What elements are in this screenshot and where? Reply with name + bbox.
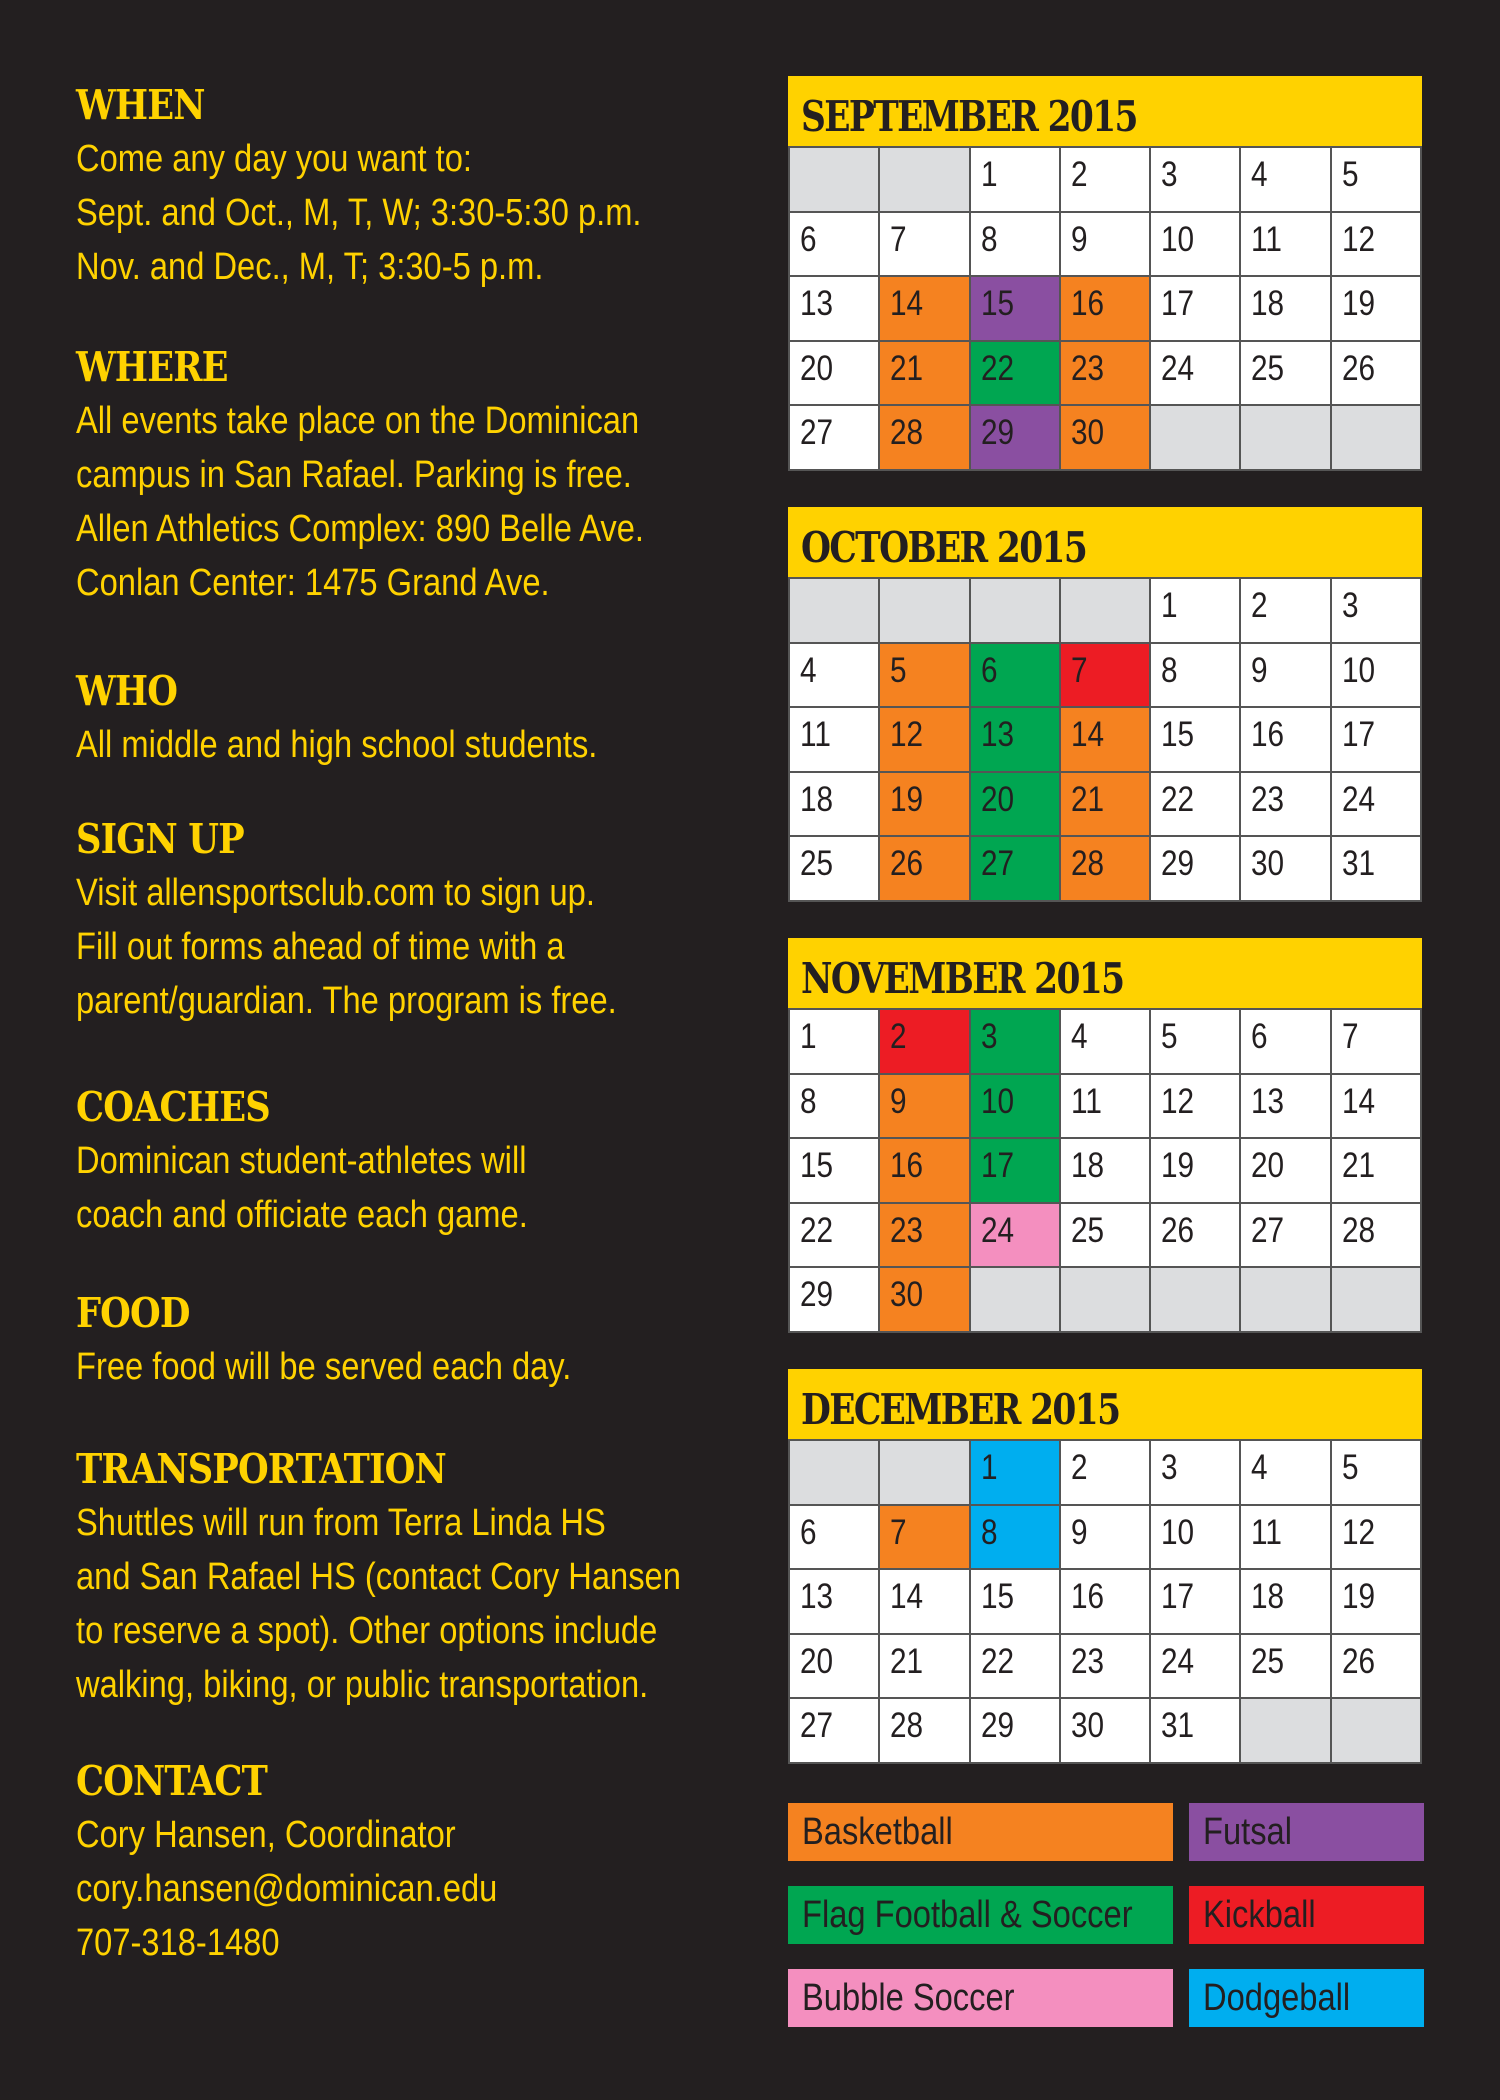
empty-day-cell bbox=[1151, 406, 1241, 471]
day-cell: 28 bbox=[1332, 1204, 1422, 1269]
day-cell: 11 bbox=[790, 708, 880, 773]
day-cell: 16 bbox=[880, 1139, 970, 1204]
calendar-title: SEPTEMBER 2015 bbox=[788, 76, 1422, 146]
day-cell: 19 bbox=[880, 773, 970, 838]
day-cell: 5 bbox=[1332, 1441, 1422, 1506]
day-cell: 26 bbox=[1332, 1635, 1422, 1700]
day-cell: 29 bbox=[971, 406, 1061, 471]
empty-day-cell bbox=[1061, 1268, 1151, 1333]
day-cell: 18 bbox=[1241, 277, 1331, 342]
calendar-title: NOVEMBER 2015 bbox=[788, 938, 1422, 1008]
calendar-grid bbox=[788, 577, 1422, 902]
day-cell: 9 bbox=[1061, 213, 1151, 278]
day-cell: 29 bbox=[790, 1268, 880, 1333]
day-cell: 26 bbox=[1332, 342, 1422, 407]
section-text: All events take place on the Dominican bbox=[76, 400, 640, 442]
day-cell: 26 bbox=[880, 837, 970, 902]
day-cell: 22 bbox=[790, 1204, 880, 1269]
section-where bbox=[76, 340, 756, 610]
section-heading: FOOD bbox=[76, 1289, 190, 1337]
calendars-column bbox=[788, 76, 1422, 1800]
empty-day-cell bbox=[1332, 1699, 1422, 1764]
legend-row bbox=[788, 1803, 1424, 1861]
day-cell: 14 bbox=[1061, 708, 1151, 773]
day-cell: 14 bbox=[1332, 1075, 1422, 1140]
empty-day-cell bbox=[790, 148, 880, 213]
day-cell: 20 bbox=[1241, 1139, 1331, 1204]
empty-day-cell bbox=[790, 1441, 880, 1506]
section-coaches bbox=[76, 1080, 756, 1242]
calendar-october bbox=[788, 507, 1422, 902]
day-cell: 22 bbox=[971, 1635, 1061, 1700]
section-heading: TRANSPORTATION bbox=[76, 1445, 446, 1493]
day-cell: 19 bbox=[1151, 1139, 1241, 1204]
day-cell: 31 bbox=[1151, 1699, 1241, 1764]
section-text: Allen Athletics Complex: 890 Belle Ave. bbox=[76, 508, 645, 550]
calendar-title: OCTOBER 2015 bbox=[788, 507, 1422, 577]
day-cell: 30 bbox=[1061, 406, 1151, 471]
day-cell: 10 bbox=[1151, 1506, 1241, 1571]
day-cell: 5 bbox=[880, 644, 970, 709]
empty-day-cell bbox=[790, 579, 880, 644]
day-cell: 12 bbox=[1332, 1506, 1422, 1571]
empty-day-cell bbox=[1241, 406, 1331, 471]
day-cell: 14 bbox=[880, 1570, 970, 1635]
section-text: walking, biking, or public transportation. bbox=[76, 1664, 649, 1706]
day-cell: 28 bbox=[1061, 837, 1151, 902]
empty-day-cell bbox=[1151, 1268, 1241, 1333]
calendar-november bbox=[788, 938, 1422, 1333]
day-cell: 9 bbox=[1241, 644, 1331, 709]
day-cell: 9 bbox=[1061, 1506, 1151, 1571]
section-text: Fill out forms ahead of time with a bbox=[76, 926, 565, 968]
section-text: parent/guardian. The program is free. bbox=[76, 980, 617, 1022]
calendar-grid bbox=[788, 1008, 1422, 1333]
day-cell: 7 bbox=[1332, 1010, 1422, 1075]
day-cell: 23 bbox=[1061, 1635, 1151, 1700]
section-who bbox=[76, 664, 756, 772]
day-cell: 2 bbox=[1061, 148, 1151, 213]
day-cell: 22 bbox=[1151, 773, 1241, 838]
day-cell: 24 bbox=[1151, 342, 1241, 407]
day-cell: 24 bbox=[971, 1204, 1061, 1269]
section-text: campus in San Rafael. Parking is free. bbox=[76, 454, 632, 496]
day-cell: 27 bbox=[790, 1699, 880, 1764]
day-cell: 5 bbox=[1332, 148, 1422, 213]
day-cell: 13 bbox=[790, 277, 880, 342]
day-cell: 27 bbox=[790, 406, 880, 471]
day-cell: 2 bbox=[880, 1010, 970, 1075]
calendar-december bbox=[788, 1369, 1422, 1764]
section-sign-up bbox=[76, 812, 756, 1028]
calendar-september bbox=[788, 76, 1422, 471]
day-cell: 15 bbox=[971, 1570, 1061, 1635]
day-cell: 5 bbox=[1151, 1010, 1241, 1075]
legend-item-futsal: Futsal bbox=[1189, 1803, 1424, 1861]
empty-day-cell bbox=[1241, 1699, 1331, 1764]
legend-item-kickball: Kickball bbox=[1189, 1886, 1424, 1944]
day-cell: 30 bbox=[880, 1268, 970, 1333]
day-cell: 10 bbox=[1332, 644, 1422, 709]
legend-item-bubble: Bubble Soccer bbox=[788, 1969, 1173, 2027]
day-cell: 7 bbox=[880, 213, 970, 278]
day-cell: 25 bbox=[1241, 1635, 1331, 1700]
day-cell: 11 bbox=[1241, 213, 1331, 278]
empty-day-cell bbox=[971, 1268, 1061, 1333]
day-cell: 27 bbox=[971, 837, 1061, 902]
day-cell: 13 bbox=[1241, 1075, 1331, 1140]
calendar-grid bbox=[788, 146, 1422, 471]
day-cell: 12 bbox=[1151, 1075, 1241, 1140]
day-cell: 9 bbox=[880, 1075, 970, 1140]
day-cell: 4 bbox=[1061, 1010, 1151, 1075]
day-cell: 23 bbox=[1061, 342, 1151, 407]
section-text: Dominican student-athletes will bbox=[76, 1140, 527, 1182]
day-cell: 10 bbox=[1151, 213, 1241, 278]
day-cell: 11 bbox=[1241, 1506, 1331, 1571]
legend-row bbox=[788, 1886, 1424, 1944]
section-text: Visit allensportsclub.com to sign up. bbox=[76, 872, 595, 914]
section-text: Sept. and Oct., M, T, W; 3:30-5:30 p.m. bbox=[76, 192, 642, 234]
day-cell: 6 bbox=[790, 213, 880, 278]
section-text: All middle and high school students. bbox=[76, 724, 598, 766]
event-legend bbox=[788, 1803, 1424, 2052]
section-text: Nov. and Dec., M, T; 3:30-5 p.m. bbox=[76, 246, 544, 288]
day-cell: 3 bbox=[1151, 148, 1241, 213]
day-cell: 25 bbox=[1241, 342, 1331, 407]
day-cell: 7 bbox=[880, 1506, 970, 1571]
day-cell: 7 bbox=[1061, 644, 1151, 709]
day-cell: 14 bbox=[880, 277, 970, 342]
day-cell: 27 bbox=[1241, 1204, 1331, 1269]
legend-item-dodge: Dodgeball bbox=[1189, 1969, 1424, 2027]
day-cell: 13 bbox=[971, 708, 1061, 773]
day-cell: 8 bbox=[1151, 644, 1241, 709]
day-cell: 23 bbox=[880, 1204, 970, 1269]
day-cell: 1 bbox=[1151, 579, 1241, 644]
section-text: Cory Hansen, Coordinator bbox=[76, 1814, 456, 1856]
day-cell: 20 bbox=[790, 1635, 880, 1700]
section-text: Shuttles will run from Terra Linda HS bbox=[76, 1502, 606, 1544]
day-cell: 21 bbox=[1332, 1139, 1422, 1204]
day-cell: 18 bbox=[790, 773, 880, 838]
day-cell: 17 bbox=[971, 1139, 1061, 1204]
day-cell: 24 bbox=[1332, 773, 1422, 838]
section-text: Conlan Center: 1475 Grand Ave. bbox=[76, 562, 550, 604]
empty-day-cell bbox=[880, 579, 970, 644]
day-cell: 23 bbox=[1241, 773, 1331, 838]
day-cell: 6 bbox=[790, 1506, 880, 1571]
section-contact bbox=[76, 1754, 756, 1970]
day-cell: 1 bbox=[971, 148, 1061, 213]
day-cell: 8 bbox=[790, 1075, 880, 1140]
day-cell: 10 bbox=[971, 1075, 1061, 1140]
day-cell: 4 bbox=[1241, 1441, 1331, 1506]
day-cell: 17 bbox=[1151, 1570, 1241, 1635]
day-cell: 15 bbox=[790, 1139, 880, 1204]
section-heading: SIGN UP bbox=[76, 815, 244, 863]
section-heading: WHEN bbox=[76, 81, 205, 129]
section-heading: WHERE bbox=[76, 343, 228, 391]
day-cell: 25 bbox=[790, 837, 880, 902]
day-cell: 6 bbox=[971, 644, 1061, 709]
calendar-grid bbox=[788, 1439, 1422, 1764]
section-transportation bbox=[76, 1442, 756, 1712]
day-cell: 12 bbox=[880, 708, 970, 773]
day-cell: 20 bbox=[790, 342, 880, 407]
day-cell: 16 bbox=[1061, 277, 1151, 342]
section-heading: CONTACT bbox=[76, 1757, 267, 1805]
section-heading: WHO bbox=[76, 667, 178, 715]
section-heading: COACHES bbox=[76, 1083, 270, 1131]
day-cell: 2 bbox=[1241, 579, 1331, 644]
day-cell: 30 bbox=[1061, 1699, 1151, 1764]
day-cell: 28 bbox=[880, 1699, 970, 1764]
day-cell: 21 bbox=[1061, 773, 1151, 838]
section-text: to reserve a spot). Other options include bbox=[76, 1610, 658, 1652]
day-cell: 2 bbox=[1061, 1441, 1151, 1506]
day-cell: 29 bbox=[971, 1699, 1061, 1764]
empty-day-cell bbox=[1061, 579, 1151, 644]
day-cell: 4 bbox=[790, 644, 880, 709]
legend-item-flag: Flag Football & Soccer bbox=[788, 1886, 1173, 1944]
day-cell: 1 bbox=[790, 1010, 880, 1075]
day-cell: 8 bbox=[971, 1506, 1061, 1571]
day-cell: 13 bbox=[790, 1570, 880, 1635]
day-cell: 1 bbox=[971, 1441, 1061, 1506]
section-text: cory.hansen@dominican.edu bbox=[76, 1868, 498, 1910]
day-cell: 18 bbox=[1241, 1570, 1331, 1635]
day-cell: 15 bbox=[1151, 708, 1241, 773]
day-cell: 16 bbox=[1061, 1570, 1151, 1635]
day-cell: 4 bbox=[1241, 148, 1331, 213]
day-cell: 25 bbox=[1061, 1204, 1151, 1269]
day-cell: 8 bbox=[971, 213, 1061, 278]
section-food bbox=[76, 1286, 756, 1394]
section-text: Come any day you want to: bbox=[76, 138, 473, 180]
empty-day-cell bbox=[1332, 1268, 1422, 1333]
day-cell: 15 bbox=[971, 277, 1061, 342]
section-text: Free food will be served each day. bbox=[76, 1346, 572, 1388]
day-cell: 19 bbox=[1332, 277, 1422, 342]
empty-day-cell bbox=[880, 1441, 970, 1506]
day-cell: 19 bbox=[1332, 1570, 1422, 1635]
day-cell: 3 bbox=[1151, 1441, 1241, 1506]
day-cell: 16 bbox=[1241, 708, 1331, 773]
day-cell: 28 bbox=[880, 406, 970, 471]
day-cell: 31 bbox=[1332, 837, 1422, 902]
day-cell: 3 bbox=[971, 1010, 1061, 1075]
empty-day-cell bbox=[1241, 1268, 1331, 1333]
day-cell: 20 bbox=[971, 773, 1061, 838]
section-when bbox=[76, 78, 756, 294]
section-text: coach and officiate each game. bbox=[76, 1194, 528, 1236]
section-text: 707-318-1480 bbox=[76, 1922, 280, 1964]
day-cell: 21 bbox=[880, 342, 970, 407]
empty-day-cell bbox=[971, 579, 1061, 644]
day-cell: 21 bbox=[880, 1635, 970, 1700]
legend-item-basketball: Basketball bbox=[788, 1803, 1173, 1861]
day-cell: 24 bbox=[1151, 1635, 1241, 1700]
calendar-title: DECEMBER 2015 bbox=[788, 1369, 1422, 1439]
day-cell: 11 bbox=[1061, 1075, 1151, 1140]
day-cell: 30 bbox=[1241, 837, 1331, 902]
day-cell: 17 bbox=[1151, 277, 1241, 342]
day-cell: 29 bbox=[1151, 837, 1241, 902]
day-cell: 18 bbox=[1061, 1139, 1151, 1204]
day-cell: 3 bbox=[1332, 579, 1422, 644]
empty-day-cell bbox=[1332, 406, 1422, 471]
empty-day-cell bbox=[880, 148, 970, 213]
info-column bbox=[76, 78, 756, 1970]
day-cell: 26 bbox=[1151, 1204, 1241, 1269]
legend-row bbox=[788, 1969, 1424, 2027]
day-cell: 22 bbox=[971, 342, 1061, 407]
day-cell: 6 bbox=[1241, 1010, 1331, 1075]
section-text: and San Rafael HS (contact Cory Hansen bbox=[76, 1556, 681, 1598]
day-cell: 12 bbox=[1332, 213, 1422, 278]
day-cell: 17 bbox=[1332, 708, 1422, 773]
